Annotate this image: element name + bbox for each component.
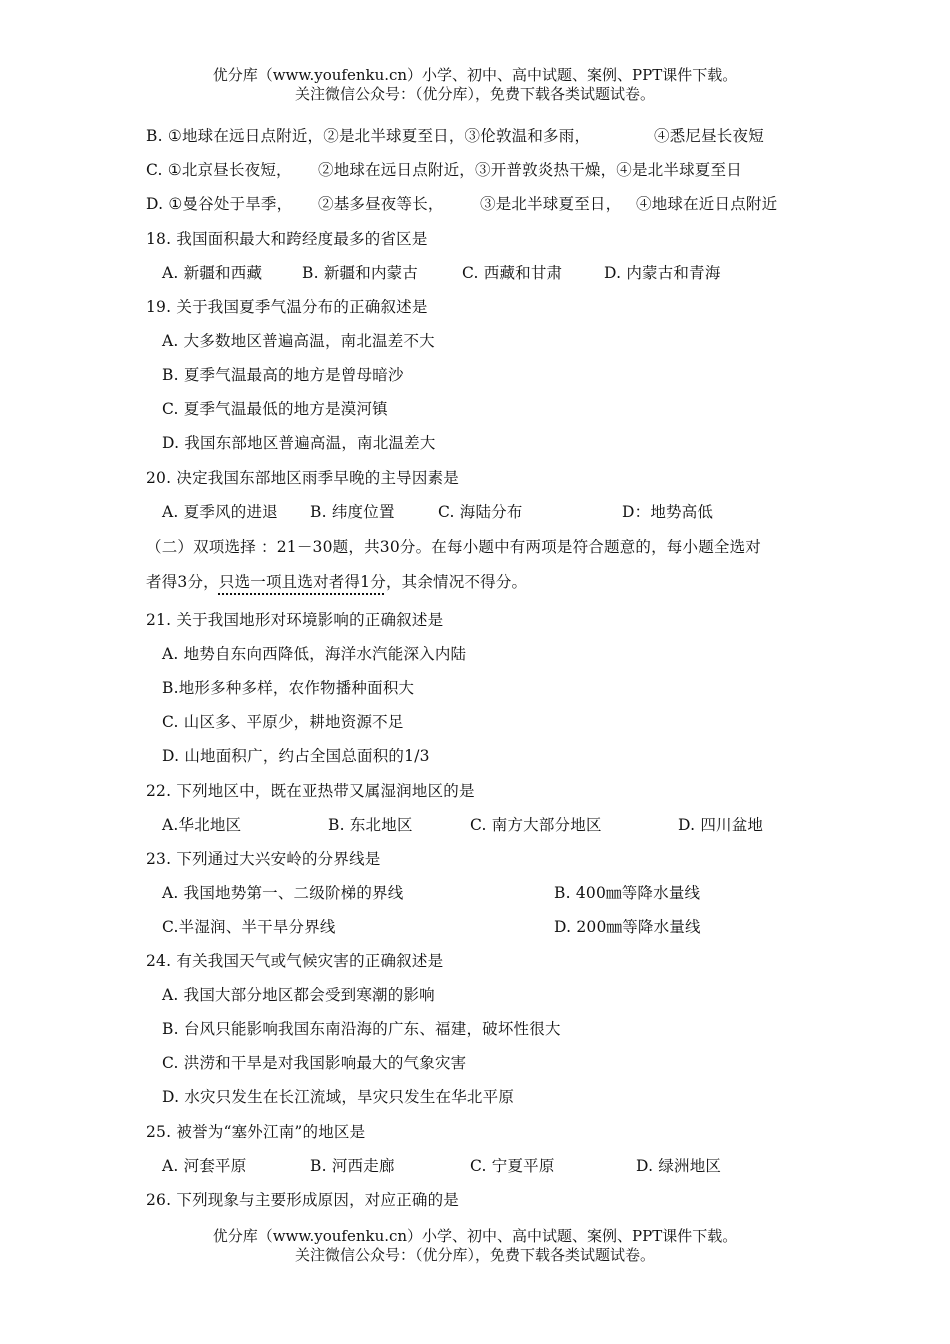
q21-option-d: D. 山地面积广，约占全国总面积的1/3 [162,747,430,765]
q22-option-d: D. 四川盆地 [678,816,764,834]
q17-option-d-part4: ④地球在近日点附近 [636,195,778,213]
section2-line2-pre: 者得3分， [146,573,219,591]
q21-option-c: C. 山区多、平原少，耕地资源不足 [162,713,404,731]
q22-stem: 22. 下列地区中，既在亚热带又属湿润地区的是 [146,782,475,800]
q19-option-a: A. 大多数地区普遍高温，南北温差不大 [162,332,435,350]
q19-option-d: D. 我国东部地区普遍高温，南北温差大 [162,434,436,452]
q19-stem: 19. 关于我国夏季气温分布的正确叙述是 [146,298,428,316]
q25-option-a: A. 河套平原 [162,1157,247,1175]
q23-option-a: A. 我国地势第一、二级阶梯的界线 [162,884,404,902]
q24-stem: 24. 有关我国天气或气候灾害的正确叙述是 [146,952,444,970]
q19-option-c: C. 夏季气温最低的地方是漠河镇 [162,400,388,418]
q18-stem: 18. 我国面积最大和跨经度最多的省区是 [146,230,428,248]
q17-option-c-part1: C. ①北京昼长夜短， [146,161,292,179]
q25-option-b: B. 河西走廊 [310,1157,395,1175]
q22-option-a: A.华北地区 [162,816,242,834]
q20-option-c: C. 海陆分布 [438,503,523,521]
q26-stem: 26. 下列现象与主要形成原因，对应正确的是 [146,1191,459,1209]
q24-option-c: C. 洪涝和干旱是对我国影响最大的气象灾害 [162,1054,467,1072]
q20-option-b: B. 纬度位置 [310,503,395,521]
q24-option-b: B. 台风只能影响我国东南沿海的广东、福建，破坏性很大 [162,1020,561,1038]
q21-option-a: A. 地势自东向西降低，海洋水汽能深入内陆 [162,645,467,663]
q19-option-b: B. 夏季气温最高的地方是曾母暗沙 [162,366,404,384]
footer-line-1: 优分库（www.youfenku.cn）小学、初中、高中试题、案例、PPT课件下载。 [212,1227,738,1245]
q25-option-d: D. 绿洲地区 [636,1157,722,1175]
q21-stem: 21. 关于我国地形对环境影响的正确叙述是 [146,611,444,629]
header-line-1: 优分库（www.youfenku.cn）小学、初中、高中试题、案例、PPT课件下载。 [212,66,738,84]
q24-option-d: D. 水灾只发生在长江流域，旱灾只发生在华北平原 [162,1088,515,1106]
q24-option-a: A. 我国大部分地区都会受到寒潮的影响 [162,986,435,1004]
q18-option-c: C. 西藏和甘肃 [462,264,563,282]
q20-option-d: D：地势高低 [622,503,714,521]
q25-stem: 25. 被誉为“塞外江南”的地区是 [146,1123,366,1141]
q21-option-b: B.地形多种多样，农作物播种面积大 [162,679,415,697]
footer-line-2: 关注微信公众号：（优分库），免费下载各类试题试卷。 [294,1246,655,1264]
section2-line2-emphasis: 只选一项且选对者得1分 [218,573,386,591]
q17-option-d-part1: D. ①曼谷处于旱季， [146,195,293,213]
q22-option-b: B. 东北地区 [328,816,413,834]
q18-option-d: D. 内蒙古和青海 [604,264,721,282]
header-line-2: 关注微信公众号：（优分库），免费下载各类试题试卷。 [294,85,655,103]
q20-option-a: A. 夏季风的进退 [162,503,278,521]
q18-option-b: B. 新疆和内蒙古 [302,264,419,282]
section2-instructions-line1: （二）双项选择 ：21－30题，共30分。在每小题中有两项是符合题意的，每小题全选对 [146,538,761,556]
q20-stem: 20. 决定我国东部地区雨季早晚的主导因素是 [146,469,459,487]
q18-option-a: A. 新疆和西藏 [162,264,263,282]
q23-stem: 23. 下列通过大兴安岭的分界线是 [146,850,381,868]
q23-option-d: D. 200㎜等降水量线 [554,918,701,936]
q17-option-d-part3: ③是北半球夏至日， [480,195,622,213]
q17-option-c-part2: ②地球在远日点附近，③开普敦炎热干燥，④是北半球夏至日 [318,161,742,179]
q17-option-d-part2: ②基多昼夜等长， [318,195,444,213]
q25-option-c: C. 宁夏平原 [470,1157,555,1175]
q17-option-b-part1: B. ①地球在远日点附近，②是北半球夏至日，③伦敦温和多雨， [146,127,591,145]
q22-option-c: C. 南方大部分地区 [470,816,602,834]
section2-line2-post: ，其余情况不得分。 [385,573,528,591]
section2-instructions-line2 [146,572,527,592]
q17-option-b-part2: ④悉尼昼长夜短 [654,127,764,145]
q23-option-b: B. 400㎜等降水量线 [554,884,701,902]
q23-option-c: C.半湿润、半干旱分界线 [162,918,336,936]
